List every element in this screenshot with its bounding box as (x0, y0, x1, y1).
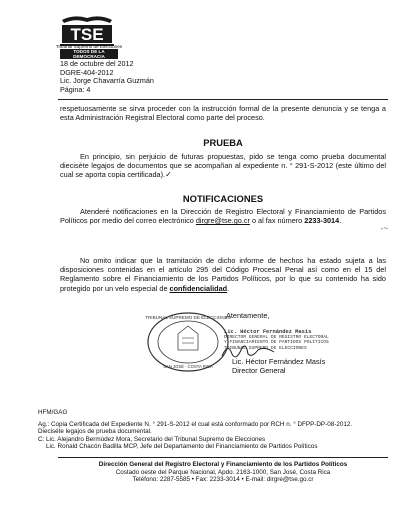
letter-recipient: Lic. Jorge Chavarría Guzmán (60, 76, 154, 86)
stamp-line: Lic. Héctor Fernández Masís (224, 329, 312, 335)
page-footer (58, 461, 388, 484)
letter-header (60, 60, 154, 94)
signer-title: Director General (232, 365, 286, 375)
cc-line: Lic. Ronald Chacón Badilla MCP, Jefe del Departamento del Financiamiento de Partidos Políticos (46, 443, 318, 451)
signer-name: Lic. Héctor Fernández Masís (232, 357, 326, 366)
letter-reference: DGRE-404-2012 (60, 67, 114, 77)
notif-text-c: . (339, 216, 342, 226)
org-name-text: Tribunal Supremo de Elecciones (55, 44, 123, 49)
org-motto: TODOS DE LA DEMOCRACIA (60, 49, 118, 59)
conf-text-a: No omito indicar que la tramitación de dicho informe de hechos ha estado sujeta a las disposiciones contenidas en el artículo 295 del Código Procesal Penal así como en el 15 del Reglamento sobre el Financiamiento de los Partidos Políticos, por lo que su contenido ha sido protegido por un velo especial de (60, 256, 386, 293)
paragraph-1: respetuosamente se sirva proceder con la instrucción formal de la presente denuncia y se tenga a esta Administración Registral Electoral como parte del proceso. (60, 104, 386, 123)
conf-text-b: . (227, 283, 230, 293)
paragraph-confidencialidad (60, 256, 386, 293)
stamp-line: Y FINANCIAMIENTO DE PARTIDOS POLÍTICOS (224, 340, 329, 346)
notif-text-a: Atenderé notificaciones en la Dirección de Registro Electoral y Financiamiento de Partidos Políticos por medio del correo electrónico (60, 207, 386, 226)
closing: Atentamente, (226, 311, 270, 320)
confidencialidad-word: confidencialidad (169, 283, 228, 293)
fax-number: 2233-3014 (304, 216, 340, 226)
checkmark-icon: ✓ (165, 170, 172, 180)
paragraph-notificaciones (60, 207, 386, 225)
heading-prueba: PRUEBA (203, 137, 243, 148)
paragraph-prueba (60, 152, 386, 180)
notif-text-b: o al fax número (249, 216, 305, 226)
margin-mark: -~ (380, 224, 388, 233)
initials: HFM/GAG (38, 409, 68, 416)
logo-text: TSE (70, 25, 104, 44)
header-divider (58, 99, 388, 100)
annex-line: Ag.: Copia Certificada del Expediente N. ° 291-S-2012 el cual está conformado por RCH n. ° DFPP-DP-08-2012. Dieciséte legajos de prueba documental. (38, 421, 353, 436)
org-name (44, 44, 134, 59)
footer-address: Costado oeste del Parque Nacional, Apdo. 2163-1000, San José, Costa Rica (115, 468, 331, 476)
email-link[interactable]: dirgre@tse.go.cr (195, 216, 250, 226)
heading-notificaciones: NOTIFICACIONES (182, 193, 264, 204)
page-number: Página: 4 (60, 84, 91, 94)
seal-subtext: SAN JOSÉ · COSTA RICA (163, 364, 213, 369)
letter-date: 18 de octubre del 2012 (60, 59, 134, 68)
footer-org: Dirección General del Registro Electoral y Financiamiento de los Partidos Políticos (98, 461, 348, 468)
annex-notes (38, 421, 378, 451)
footer-divider (58, 457, 388, 458)
footer-contact: Teléfono: 2287-5585 • Fax: 2233-3014 • E-mail: dirgre@tse.go.cr (132, 476, 314, 484)
stamp-line: TRIBUNAL SUPREMO DE ELECCIONES (224, 345, 307, 351)
signature-block (232, 358, 325, 375)
stamp-line: DIRECTOR GENERAL DE REGISTRO ELECTORAL (224, 335, 329, 341)
paragraph-prueba-text: En principio, sin perjuicio de futuras propuestas, pido se tenga como prueba documental dieciséte legajos de documentos que se acompañan al expediente n. ° 291-S-2012 (este último del cual se aporta copia certificada). (60, 152, 386, 180)
seal-text: TRIBUNAL SUPREMO DE ELECCIONES (145, 315, 231, 320)
cc-line: C: Lic. Alejandro Bermúdez Mora, Secretario del Tribunal Supremo de Elecciones (38, 435, 266, 443)
